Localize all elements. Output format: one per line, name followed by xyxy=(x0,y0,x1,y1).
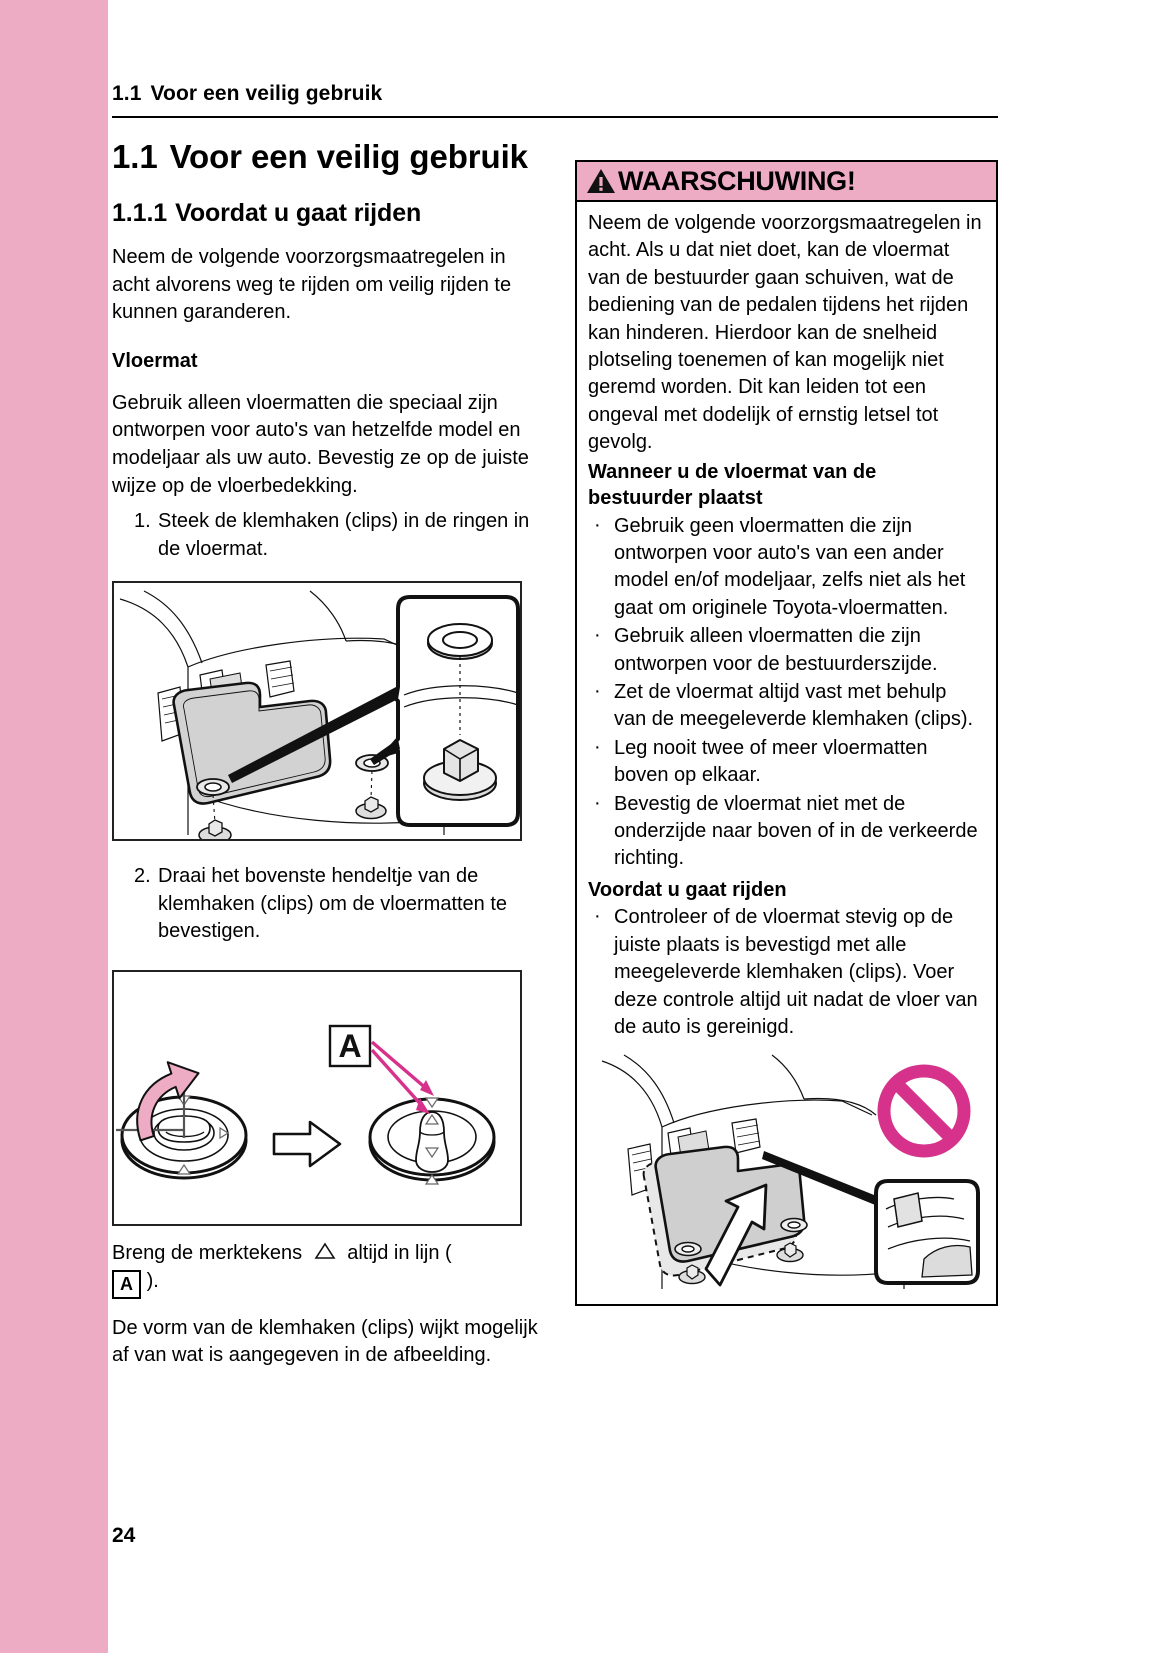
step-marker: 1. xyxy=(134,510,151,533)
list-item xyxy=(588,904,984,1041)
figure-clip-rotation xyxy=(112,970,522,1226)
warning-intro: Neem de volgende voorzorgsmaatregelen in acht. Als u dat niet doet, kan de vloermat van de bestuurder gaan schuiven, wat de bediening van de pedalen tijdens het rijden kan hinderen. Hierdoor kan de snelheid plotseling toenemen of kan mogelijk niet geremd worden. Dit kan leiden tot een ongeval met dodelijk of ernstig letsel tot gevolg. xyxy=(588,212,982,454)
callout-label-a xyxy=(330,1026,370,1066)
step-text: Steek de klemhaken (clips) in de ringen in de vloermat. xyxy=(158,510,530,560)
list-item xyxy=(588,623,984,678)
list-item xyxy=(588,791,984,873)
warning-group2-heading: Voordat u gaat rijden xyxy=(588,878,787,901)
bullet-glyph: · xyxy=(594,513,601,536)
caption-text-middle: altijd in lijn ( xyxy=(347,1242,452,1265)
floor-mat-prohibited-illustration xyxy=(588,1049,983,1294)
section-heading xyxy=(112,198,548,228)
warning-group1-list xyxy=(588,513,984,873)
step-list-1 xyxy=(112,508,548,563)
bullet-glyph: · xyxy=(594,624,601,647)
step-list-2 xyxy=(112,863,548,946)
floor-mat-clip-ring-illustration xyxy=(114,583,520,839)
warning-body xyxy=(577,202,996,1304)
prohibited-icon xyxy=(884,1071,964,1151)
closing-note-paragraph: De vorm van de klemhaken (clips) wijkt mogelijk af van wat is aangegeven in de afbeelding. xyxy=(112,1316,538,1367)
section-heading-text: Voordat u gaat rijden xyxy=(175,198,422,227)
list-item-text: Gebruik geen vloermatten die zijn ontworpen voor auto's van een ander model en/of modeljaar, zelfs niet als het gaat om originele Toyota-vloermatten. xyxy=(614,514,966,619)
list-item xyxy=(112,863,548,946)
list-item-text: Zet de vloermat altijd vast met behulp van de meegeleverde klemhaken (clips). xyxy=(614,681,974,731)
page-edge-color-bar xyxy=(0,0,108,1653)
svg-text:A: A xyxy=(338,1028,362,1065)
clip-rotation-illustration xyxy=(114,972,520,1224)
bullet-glyph: · xyxy=(594,905,601,928)
warning-group2-list xyxy=(588,904,984,1041)
page-title xyxy=(112,138,548,176)
running-header-number: 1.1 xyxy=(112,82,142,105)
list-item xyxy=(588,513,984,623)
triangle-mark-icon xyxy=(314,1242,336,1260)
left-column xyxy=(112,132,548,1370)
list-item-text: Gebruik alleen vloermatten die zijn ontworpen voor de bestuurderszijde. xyxy=(614,625,938,675)
bullet-glyph: · xyxy=(594,791,601,814)
vloermat-paragraph: Gebruik alleen vloermatten die speciaal zijn ontworpen voor auto's van hetzelfde model en modeljaar als uw auto. Bevestig ze op de juiste wijze op de vloerbedekking. xyxy=(112,391,529,497)
caption-box-a: A xyxy=(112,1270,141,1299)
subsection-heading-vloermat: Vloermat xyxy=(112,349,198,372)
right-column xyxy=(575,160,998,1306)
running-header-text: Voor een veilig gebruik xyxy=(150,82,383,105)
list-item xyxy=(588,679,984,734)
step-text: Draai het bovenste hendeltje van de klemhaken (clips) om de vloermatten te bevestigen. xyxy=(158,865,508,943)
warning-panel xyxy=(575,160,998,1306)
list-item xyxy=(112,508,548,563)
warning-header xyxy=(577,162,996,202)
block-arrow-icon xyxy=(274,1122,340,1166)
caption-text-before: Breng de merktekens xyxy=(112,1242,303,1265)
header-rule xyxy=(112,116,998,118)
warning-triangle-icon xyxy=(586,168,616,195)
caption-text-after: ). xyxy=(146,1269,159,1292)
step-marker: 2. xyxy=(134,865,151,888)
list-item-text: Controleer of de vloermat stevig op de juiste plaats is bevestigd met alle meegeleverde klemhaken (clips). Voer deze controle altijd uit nadat de vloer van de auto is gereinigd. xyxy=(614,906,978,1038)
warning-group1-heading: Wanneer u de vloermat van de bestuurder plaatst xyxy=(588,460,877,510)
bullet-glyph: · xyxy=(594,735,601,758)
figure-floor-mat-clips xyxy=(112,581,522,841)
list-item xyxy=(588,735,984,790)
running-header xyxy=(112,82,998,106)
page-number: 24 xyxy=(112,1524,136,1547)
page-content xyxy=(112,0,1165,1653)
list-item-text: Leg nooit twee of meer vloermatten boven op elkaar. xyxy=(614,736,928,787)
figure-prohibited-mat xyxy=(588,1049,983,1294)
figure-caption-alignment xyxy=(112,1240,548,1299)
page-title-number: 1.1 xyxy=(112,138,158,175)
intro-paragraph: Neem de volgende voorzorgsmaatregelen in acht alvorens weg te rijden om veilig rijden te kunnen garanderen. xyxy=(112,245,512,324)
section-heading-number: 1.1.1 xyxy=(112,198,168,227)
list-item-text: Bevestig de vloermat niet met de onderzijde naar boven of in de verkeerde richting. xyxy=(614,792,978,870)
bullet-glyph: · xyxy=(594,680,601,703)
warning-title: WAARSCHUWING! xyxy=(618,165,856,196)
page-title-text: Voor een veilig gebruik xyxy=(169,138,528,175)
